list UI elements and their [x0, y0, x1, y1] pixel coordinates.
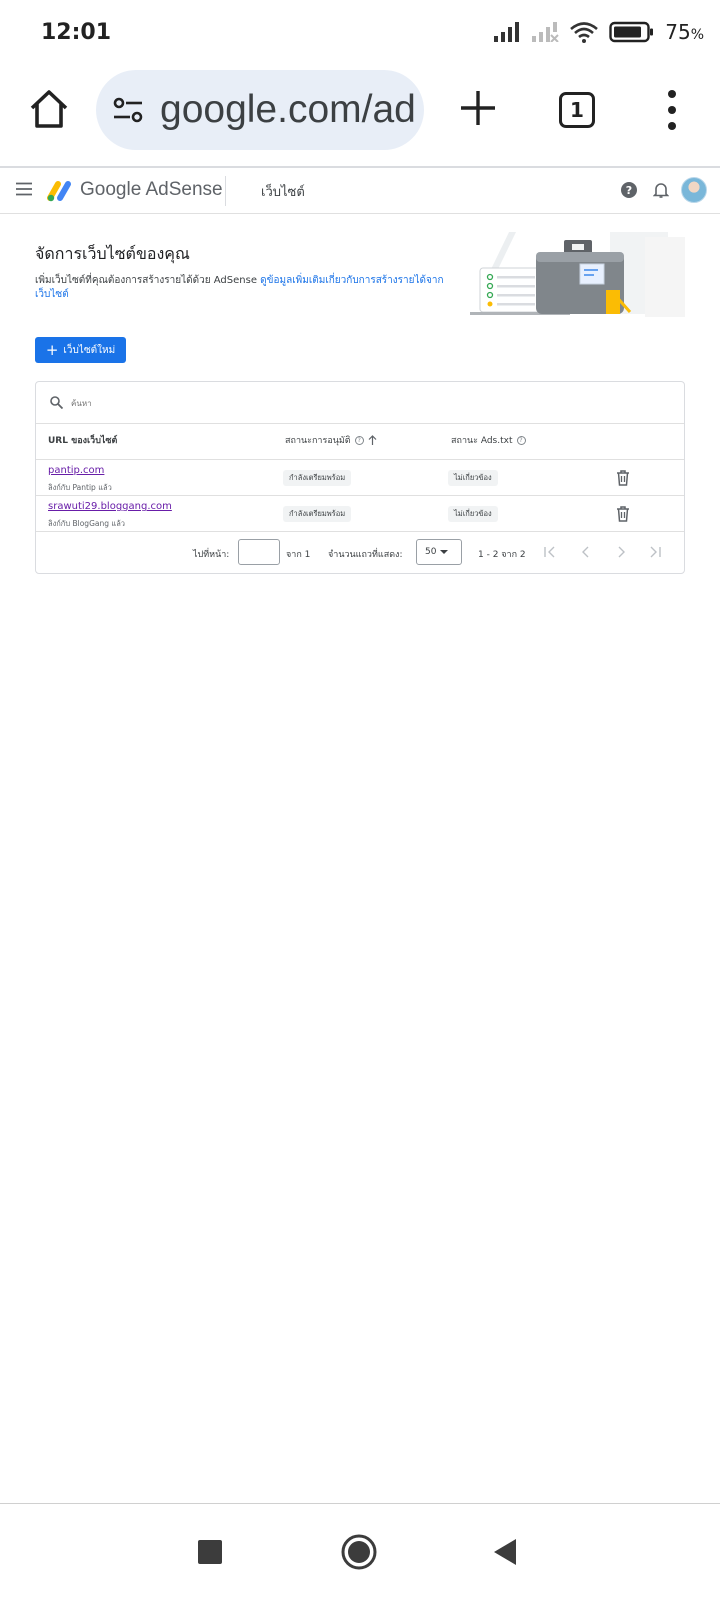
signal-no-sim-icon — [531, 22, 559, 42]
browser-toolbar — [0, 70, 720, 166]
add-icon: + — [45, 341, 59, 359]
site-settings-icon[interactable] — [112, 94, 144, 126]
site-link-status: ลิงก์กับ BlogGang แล้ว — [48, 519, 126, 528]
battery-icon — [609, 21, 655, 43]
new-site-button[interactable] — [35, 337, 126, 363]
approval-status-chip: กำลังเตรียมพร้อม — [283, 506, 351, 522]
table-row — [36, 496, 684, 532]
notifications-icon[interactable] — [653, 181, 669, 199]
adsense-header — [0, 168, 720, 214]
url-text[interactable]: google.com/ad — [160, 88, 416, 131]
status-time: 12:01 — [41, 20, 112, 45]
arrow-up-icon[interactable] — [368, 435, 377, 445]
back-icon[interactable] — [492, 1538, 518, 1566]
tab-count: 1 — [570, 98, 584, 122]
site-link-status: ลิงก์กับ Pantip แล้ว — [48, 483, 112, 492]
more-vert-icon[interactable] — [660, 88, 684, 132]
url-bar[interactable] — [96, 70, 424, 150]
page-count-label: จาก 1 — [286, 550, 311, 560]
wifi-icon — [569, 21, 599, 43]
rows-per-page-select[interactable] — [416, 539, 462, 565]
first-page-icon[interactable] — [542, 544, 558, 560]
search-input[interactable] — [71, 393, 451, 413]
help-icon[interactable] — [620, 181, 638, 199]
status-bar — [0, 0, 720, 70]
rows-per-page-value: 50 — [425, 547, 437, 557]
menu-icon[interactable] — [16, 182, 32, 196]
page-description — [35, 274, 455, 302]
avatar[interactable] — [681, 177, 707, 203]
delete-icon[interactable] — [616, 470, 630, 486]
header-divider — [225, 176, 226, 206]
sites-table-card — [35, 381, 685, 574]
status-icons — [493, 20, 704, 44]
ads-status-chip: ไม่เกี่ยวข้อง — [448, 506, 498, 522]
ads-status-chip: ไม่เกี่ยวข้อง — [448, 470, 498, 486]
pagination — [36, 532, 684, 574]
page-title: จัดการเว็บไซต์ของคุณ — [35, 244, 190, 263]
next-page-icon[interactable] — [613, 544, 629, 560]
previous-page-icon[interactable] — [578, 544, 594, 560]
description-text: เพิ่มเว็บไซต์ที่คุณต้องการสร้างรายได้ด้วย AdSense — [35, 275, 261, 286]
help-circle-icon[interactable]: ? — [517, 436, 526, 445]
caret-down-icon — [440, 550, 448, 554]
search-icon — [50, 396, 63, 409]
site-link[interactable]: pantip.com — [48, 465, 105, 476]
table-row — [36, 460, 684, 496]
tab-switcher-button[interactable] — [559, 92, 595, 128]
nav-bar-divider — [0, 1503, 720, 1504]
battery-percent: 75% — [665, 20, 704, 44]
home-circle-icon[interactable] — [341, 1534, 377, 1570]
adsense-logo-icon[interactable] — [46, 176, 74, 204]
approval-status-chip: กำลังเตรียมพร้อม — [283, 470, 351, 486]
signal-icon — [493, 22, 521, 42]
new-site-label: เว็บไซต์ใหม่ — [63, 344, 116, 356]
last-page-icon[interactable] — [647, 544, 663, 560]
column-header-approval[interactable]: สถานะการอนุมัติ ? — [285, 433, 377, 447]
goto-page-label: ไปที่หน้า: — [193, 550, 230, 560]
briefcase-illustration-icon — [470, 232, 685, 322]
search-row — [36, 382, 684, 424]
learn-more-link[interactable]: ดูข้อมูลเพิ่มเติมเกี่ยวกับการสร้างรายได้จากเว็บไซต์ — [35, 275, 444, 300]
column-header-url[interactable]: URL ของเว็บไซต์ — [48, 436, 118, 446]
svg-text:?: ? — [625, 184, 633, 197]
row-range-label: 1 - 2 จาก 2 — [478, 550, 526, 560]
recents-icon[interactable] — [198, 1540, 222, 1564]
delete-icon[interactable] — [616, 506, 630, 522]
column-header-ads[interactable]: สถานะ Ads.txt ? — [451, 433, 526, 447]
new-tab-icon[interactable] — [458, 88, 498, 128]
site-link[interactable]: srawuti29.bloggang.com — [48, 501, 172, 512]
brand-name[interactable]: Google AdSense — [80, 179, 223, 200]
home-icon[interactable] — [28, 88, 70, 130]
goto-page-input[interactable] — [238, 539, 280, 565]
rows-per-page-label: จำนวนแถวที่แสดง: — [328, 550, 403, 560]
help-circle-icon[interactable]: ? — [355, 436, 364, 445]
page-breadcrumb: เว็บไซต์ — [261, 185, 305, 200]
